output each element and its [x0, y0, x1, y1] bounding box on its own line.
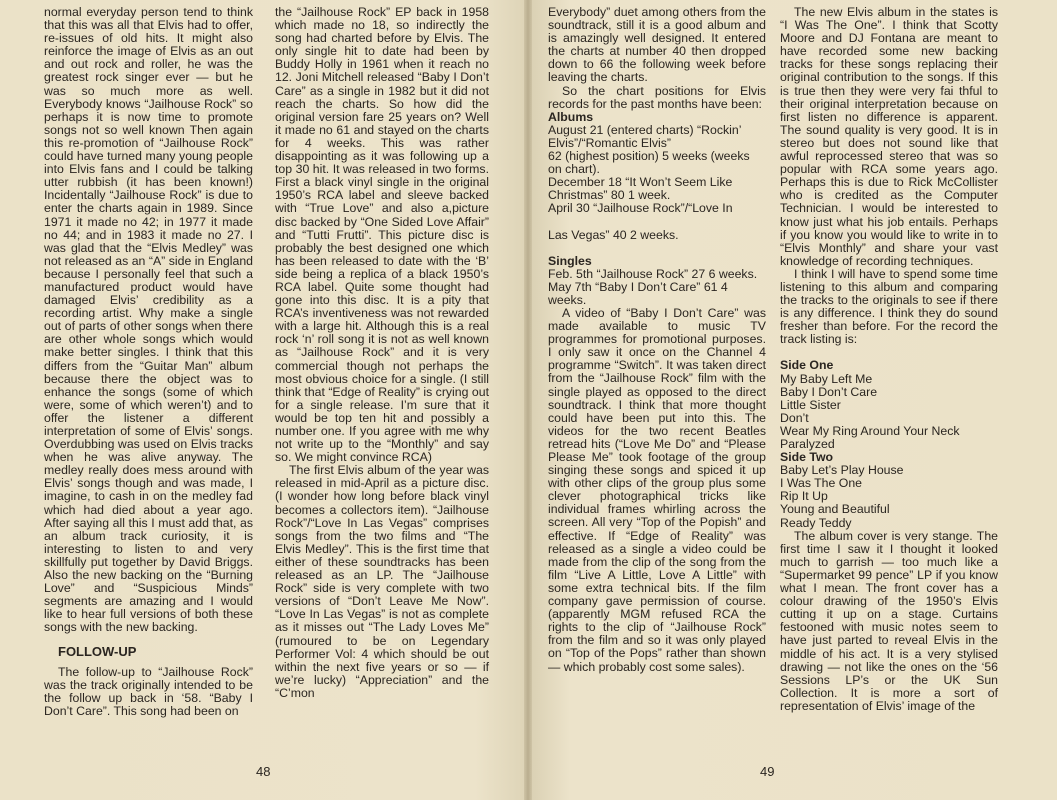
column-1 [44, 6, 253, 718]
track-item: Paralyzed [780, 437, 835, 451]
side-two-heading: Side Two [780, 450, 834, 465]
paragraph: So the chart positions for Elvis records for the past months have been: [548, 83, 766, 111]
paragraph: I think I will have to spend some time listening to this album and comparing the tracks to the originals to see if there is any difference. I think they do sound fresher than before. For the record the track listing is: [780, 266, 998, 347]
track-item: Wear My Ring Around Your Neck [780, 423, 960, 438]
chart-entry: May 7th “Baby I Don’t Care” 61 4 weeks. [548, 279, 728, 307]
side-one-heading: Side One [780, 358, 834, 373]
track-item: My Baby Left Me [780, 371, 873, 386]
paragraph: the “Jailhouse Rock” EP back in 1958 which made no 18, so indirectly the song had charted before by Elvis. The only single hit to date had been by Buddy Holly in 1961 when it reach no 12. Joni Mitchell released “Baby I Don’t Care” as a single in 1982 but it did not reach the charts. So how did the original version fare 25 years on? Well it made no 61 and stayed on the charts for 4 weeks. This was rather disappointing as it was following up a top 30 hit. It was released in two forms. First a black vinyl single in the original 1950’s RCA label and sleeve backed with “True Love” and also a,picture disc backed by “One Sided Love Affair” and “Tutti Frutti”. This picture disc is probably the best designed one which has been released to date with the ‘B’ side being a replica of a black 1950’s RCA label. Quite some thought had gone into this disc. It is a pity that RCA’s inventiveness was not rewarded with a large hit. Although this is a real rock ‘n’ roll song it is not as well known as “Jailhouse Rock” and it is very commercial though not perhaps the most obvious choice for a single. (I still think that “Edge of Reality” is crying out for a single release. I’m sure that it would be top ten hit and possibly a number one. If you agree with me why not write up to the “Monthly” and say so. We might convince RCA) [275, 5, 489, 465]
albums-heading: Albums [548, 109, 594, 124]
paragraph: normal everyday person tend to think that this was all that Elvis had to offer, re-issues of old hits. It might also reinforce the image of Elvis as an out and out rock and roller, he was the greatest rock singer ever — but he was so much more as well. Everybody knows “Jailhouse Rock” so perhaps it is now time to promote songs not so well known Then again this re-promotion of “Jailhouse Rock” could have turned many young people into Elvis fans and I could be talking utter rubbish (it has been known!) Incidentally “Jailhouse Rock” is due to enter the charts again in 1989. Since 1971 it made no 42; in 1977 it made no 44; and in 1983 it made no 27. I was glad that the “Elvis Medley” was not released as an “A” side in England because I personally feel that such a manufactured product would have damaged Elvis’ credibility as a recording artist. Why make a single out of parts of other songs when there are other whole songs which would make better singles. I think that this differs from the “Guitar Man” album because there the object was to enhance the songs (some of which were, some of which weren’t) and to offer the listener a different interpretation of some of Elvis’ songs. Overdubbing was used on Elvis tracks when he was alive anyway. The medley really does mess around with Elvis’ songs though and was made, I imagine, to cash in on the medley fad which had died about a year ago. After saying all this I must add that, as an album track curiosity, it is interesting to listen to and very skillfully put together by David Briggs. Also the new backing on the “Burning Love” and “Suspicious Minds” segments are amazing and I would like to hear full versions of both these songs with the new backing. [44, 5, 253, 635]
track-item: Baby Let’s Play House [780, 463, 904, 478]
page-number-right: 49 [760, 764, 775, 779]
paragraph: Everybody” duet among others from the soundtrack, still it is a good album and is amazingly well designed. It entered the charts at number 40 then dropped down to 66 the following week before leaving the charts. [548, 5, 766, 85]
chart-entry: December 18 “It Won’t Seem Like Christmas” 80 1 week. [548, 175, 733, 203]
paragraph: The album cover is very stange. The first time I saw it I thought it looked much to garrish — too much like a “Supermarket 99 pence” LP if you know what I mean. The front cover has a colour drawing of the 1950’s Elvis cutting it up on a stage. Curtains festooned with music notes seem to have just parted to reveal Elvis in the middle of his act. It is a very stylised drawing — not like the ones on the ‘56 Sessions LP’s or the UK Sun Collection. It is more a sort of representation of Elvis’ image of the [780, 528, 998, 713]
track-item: I Was The One [780, 476, 863, 491]
column-2 [275, 6, 489, 700]
singles-heading: Singles [548, 253, 592, 268]
column-4 [780, 6, 998, 713]
track-item: Little Sister [780, 397, 841, 412]
track-item: Young and Beautiful [780, 502, 890, 517]
chart-entry: 62 (highest position) 5 weeks (weeks on chart). [548, 149, 750, 177]
paragraph: The first Elvis album of the year was released in mid-April as a picture disc. (I wonder how long before black vinyl becomes a collectors item). “Jailhouse Rock”/“Love In Las Vegas” comprises songs from the two films and “The Elvis Medley”. This is the first time that either of these soundtracks has been released as an LP. The “Jailhouse Rock” side is very complete with two versions of “Don’t Leave Me Now”. “Love In Las Vegas” is not as complete as it misses out “The Lady Loves Me” (rumoured to be on Legendary Performer Vol: 4 which should be out within the next five years or so — if we’re lucky) “Appreciation” and the “C’mon [275, 463, 489, 700]
chart-entry: April 30 “Jailhouse Rock”/“Love In [548, 201, 733, 216]
chart-entry: Las Vegas” 40 2 weeks. [548, 227, 679, 242]
chart-entry: August 21 (entered charts) “Rockin’ Elvis”/“Romantic Elvis” [548, 122, 741, 150]
paragraph: The follow-up to “Jailhouse Rock” was the track originally intended to be the follow up back in ‘58. “Baby I Don’t Care”. This song had been on [44, 664, 253, 718]
paragraph: A video of “Baby I Don’t Care” was made available to music TV programmes for promotional purposes. I only saw it once on the Channel 4 programme “Switch”. It was taken direct from the “Jailhouse Rock” film with the single played as opposed to the direct soundtrack. I think that more thought could have been put into this. The videos for the two recent Beatles retread hits (“Love Me Do” and “Please Please Me” took footage of the group singing these songs and spiced it up with other clips of the group plus some clever photographical tricks like individual frames whirling across the screen. All very “Top of the Popish” and effective. If “Edge of Reality” was released as a single a video could be made from the clip of the song from the film “Live A Little, Love A Little” with some extra technical bits. If the film company gave permission of course. (apparently MGM refused RCA the rights to the clip of “Jailhouse Rock” from the film and so it was only played on “Top of the Pops” rather than shown — which probably cost some sales). [548, 305, 766, 674]
page-gutter [524, 0, 532, 800]
track-item: Rip It Up [780, 489, 828, 504]
track-item: Baby I Don’t Care [780, 384, 878, 399]
section-heading-follow-up: FOLLOW-UP [58, 643, 137, 659]
chart-entry: Feb. 5th “Jailhouse Rock” 27 6 weeks. [548, 266, 758, 281]
column-3 [548, 6, 766, 674]
page-number-left: 48 [256, 764, 271, 779]
paragraph: The new Elvis album in the states is “I Was The One”. I think that Scotty Moore and DJ Fontana are meant to have recorded some new backing tracks for these songs replacing their original contribution to the songs. If this is true then they were very fai thful to their original interpretation because on first listen no difference is apparent. The sound quality is very good. It is in stereo but does not sound like that awful reprocessed stereo that was so popular with RCA some years ago. Perhaps this is due to Rick McCollister who is credited as the Computer Technician. I would be interested to know just what his job entails. Perhaps if you know you would like to write in to “Elvis Monthly” and share your vast knowledge of recording techniques. [780, 5, 998, 268]
track-item: Ready Teddy [780, 515, 852, 530]
track-item: Don’t [780, 410, 809, 425]
